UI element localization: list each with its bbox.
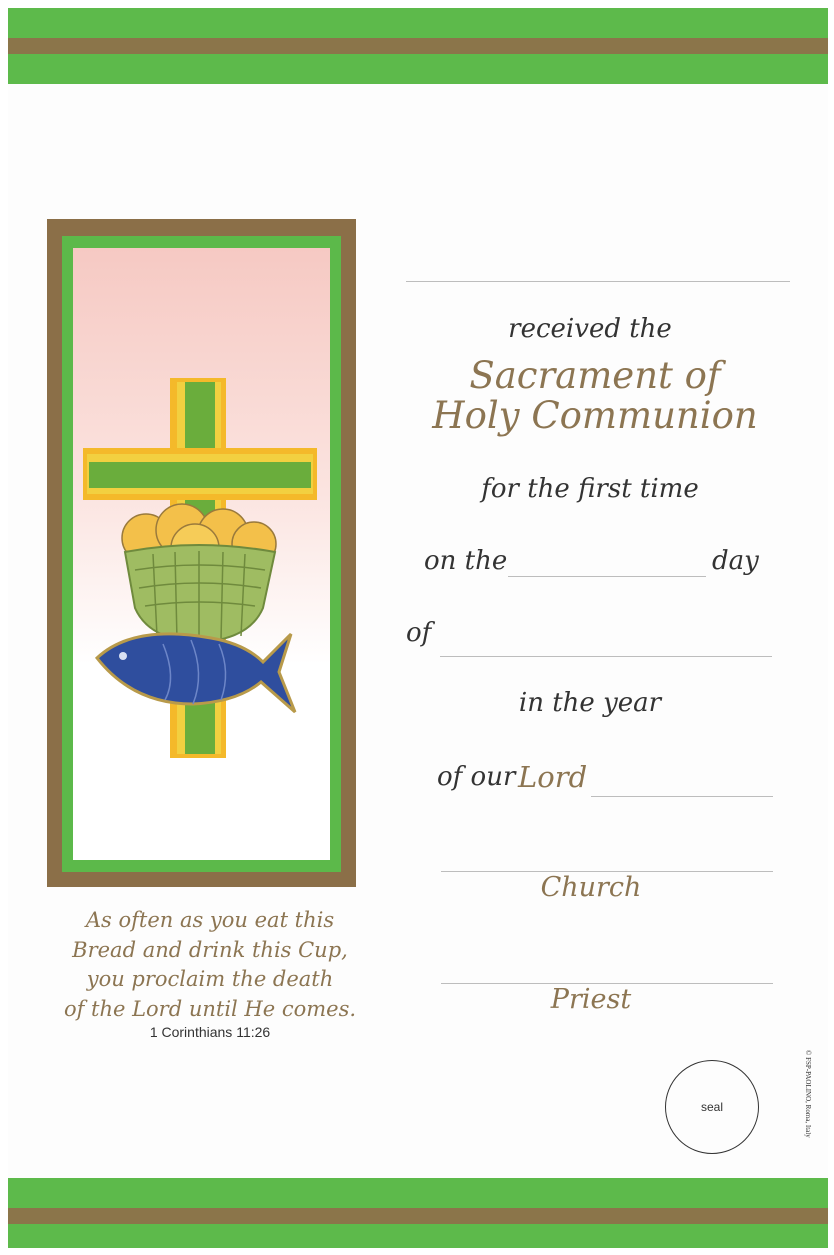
artwork-border xyxy=(62,236,341,872)
seal-circle xyxy=(665,1060,759,1154)
verse-line: of the Lord until He comes. xyxy=(63,996,357,1021)
in-the-year-text: in the year xyxy=(518,688,662,718)
sacrament-line-2: Holy Communion xyxy=(432,394,758,437)
fish-icon xyxy=(97,634,295,712)
church-label: Church xyxy=(540,872,642,903)
lord-text: Lord xyxy=(518,760,588,794)
bread-basket-icon xyxy=(122,504,276,642)
recipient-name-line[interactable] xyxy=(406,281,790,282)
verse-line: Bread and drink this Cup, xyxy=(72,937,348,962)
day-text: day xyxy=(712,546,759,576)
bottom-stripe-green-2 xyxy=(8,1224,828,1248)
received-the-text: received the xyxy=(508,314,672,344)
year-line[interactable] xyxy=(591,796,773,797)
of-our-text: of our xyxy=(437,762,516,792)
verse-line: you proclaim the death xyxy=(86,967,334,991)
artwork-frame xyxy=(47,219,356,887)
bottom-stripe-green-1 xyxy=(8,1178,828,1208)
copyright-notice xyxy=(802,1050,812,1165)
top-stripe-brown xyxy=(8,38,828,54)
top-stripe-green-2 xyxy=(8,54,828,84)
priest-label: Priest xyxy=(550,984,632,1015)
scripture-verse xyxy=(40,906,380,1040)
on-the-text: on the xyxy=(424,546,508,576)
artwork-panel xyxy=(73,248,330,860)
sacrament-line-1: Sacrament of xyxy=(469,354,721,397)
seal-label: seal xyxy=(700,1100,723,1114)
copyright-text: © FSP-PAOLINO, Roma, Italy xyxy=(804,1050,812,1138)
month-line[interactable] xyxy=(440,656,772,657)
verse-line: As often as you eat this xyxy=(85,908,335,932)
verse-reference: 1 Corinthians 11:26 xyxy=(149,1024,271,1040)
first-time-text: for the first time xyxy=(481,474,699,504)
bottom-stripe-brown xyxy=(8,1208,828,1224)
of-text: of xyxy=(406,618,432,648)
day-line[interactable] xyxy=(508,576,706,577)
top-stripe-green-1 xyxy=(8,8,828,38)
